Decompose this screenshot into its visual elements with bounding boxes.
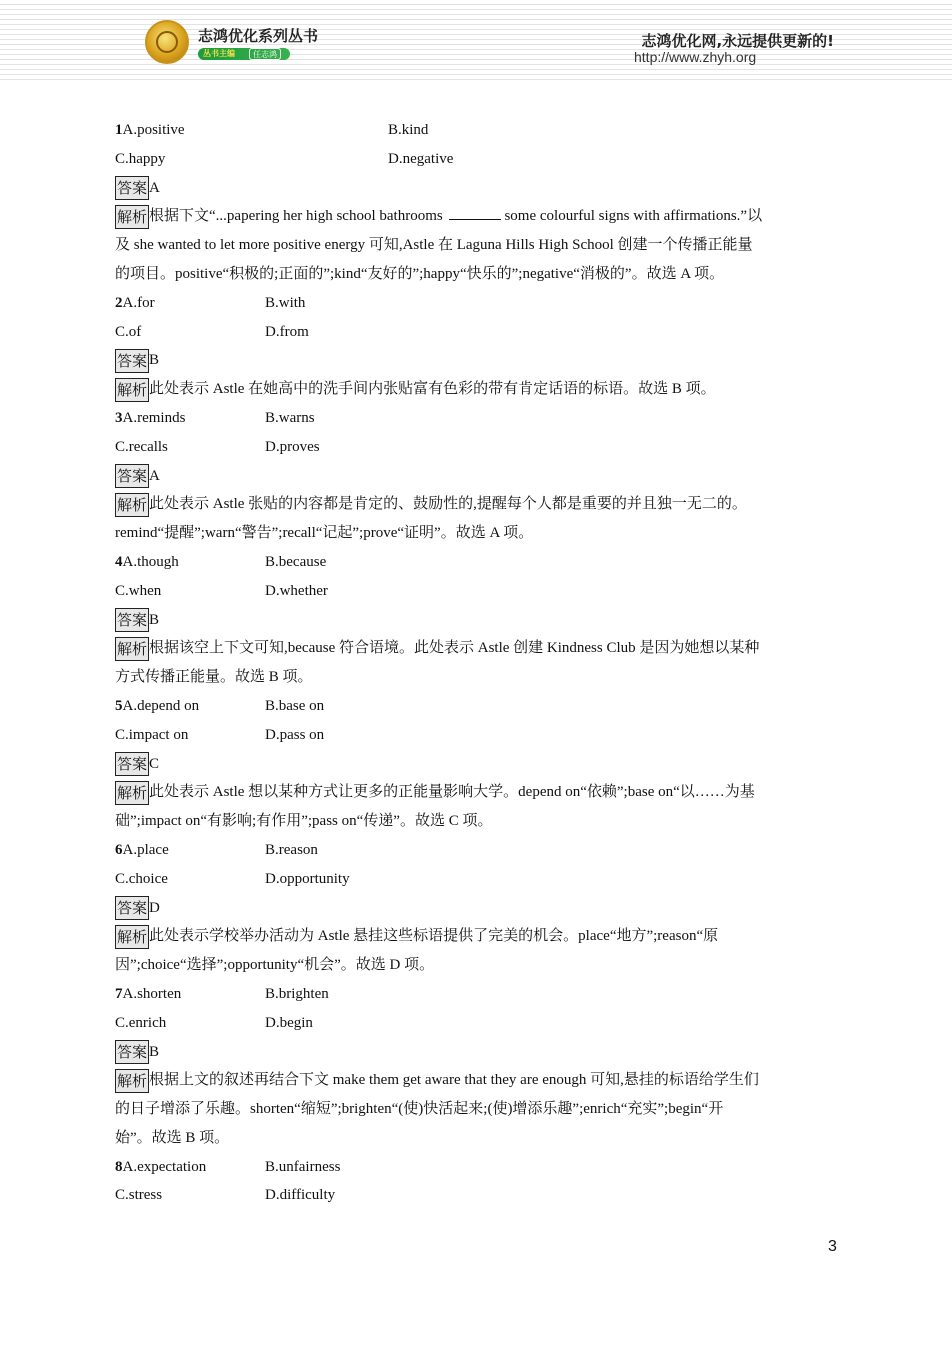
analysis-text: some colourful signs with affirmations.”以 bbox=[504, 208, 763, 225]
answer-row bbox=[115, 606, 840, 635]
option-row bbox=[115, 116, 840, 145]
option-row bbox=[115, 289, 840, 318]
analysis-text: 的日子增添了乐趣。shorten“缩短”;brighten“(使)快活起来;(使)增添乐趣”;enrich“充实”;begin“开 bbox=[115, 1101, 724, 1118]
answer-label: 答案 bbox=[115, 176, 149, 200]
analysis-text: 根据该空上下文可知,because 符合语境。此处表示 Astle 创建 Kindness Club 是因为她想以某种 bbox=[149, 640, 760, 657]
analysis-line bbox=[115, 922, 840, 951]
answer-value: B bbox=[149, 352, 160, 369]
option-c[interactable]: C.enrich bbox=[115, 1014, 167, 1031]
option-a[interactable]: A.place bbox=[122, 841, 169, 858]
analysis-line bbox=[115, 519, 840, 548]
answer-value: B bbox=[149, 1043, 160, 1060]
analysis-label: 解析 bbox=[115, 205, 149, 229]
question-number: 3 bbox=[115, 409, 123, 426]
answer-row bbox=[115, 174, 840, 203]
analysis-line bbox=[115, 375, 840, 404]
analysis-line bbox=[115, 1066, 840, 1095]
answer-label: 答案 bbox=[115, 349, 149, 373]
option-c[interactable]: C.impact on bbox=[115, 726, 189, 743]
analysis-text: 因”;choice“选择”;opportunity“机会”。故选 D 项。 bbox=[115, 957, 435, 974]
option-b[interactable]: B.because bbox=[265, 553, 327, 570]
option-a[interactable]: A.though bbox=[122, 553, 179, 570]
analysis-text: 及 she wanted to let more positive energy 可知,Astle 在 Laguna Hills High School 创建一个传播正能量 bbox=[115, 237, 753, 254]
answer-value: D bbox=[149, 899, 160, 916]
answer-row bbox=[115, 462, 840, 491]
option-d[interactable]: D.difficulty bbox=[265, 1187, 336, 1204]
answer-row bbox=[115, 894, 840, 923]
analysis-text: 此处表示 Astle 张贴的内容都是肯定的、鼓励性的,提醒每个人都是重要的并且独一无二的。 bbox=[149, 496, 747, 513]
option-row bbox=[115, 433, 840, 462]
answer-label: 答案 bbox=[115, 1040, 149, 1064]
analysis-line bbox=[115, 663, 840, 692]
page-number: 3 bbox=[828, 1238, 837, 1255]
analysis-text: 始”。故选 B 项。 bbox=[115, 1129, 230, 1146]
question-number: 7 bbox=[115, 985, 123, 1002]
option-row bbox=[115, 404, 840, 433]
editor-tag-name: 任志鸿 bbox=[249, 48, 281, 60]
answer-label: 答案 bbox=[115, 896, 149, 920]
option-row bbox=[115, 865, 840, 894]
analysis-text: 的项目。positive“积极的;正面的”;kind“友好的”;happy“快乐的”;negative“消极的”。故选 A 项。 bbox=[115, 265, 725, 282]
question-number: 5 bbox=[115, 697, 123, 714]
option-row bbox=[115, 1181, 840, 1210]
option-row bbox=[115, 836, 840, 865]
analysis-line bbox=[115, 1095, 840, 1124]
series-title: 志鸿优化系列丛书 bbox=[198, 27, 319, 45]
analysis-label: 解析 bbox=[115, 493, 149, 517]
answer-value: A bbox=[149, 467, 160, 484]
analysis-text: 根据下文“...papering her high school bathrooms bbox=[149, 208, 447, 225]
option-b[interactable]: B.kind bbox=[388, 122, 429, 138]
option-d[interactable]: D.negative bbox=[388, 150, 454, 167]
answer-blank bbox=[449, 203, 501, 220]
analysis-line bbox=[115, 807, 840, 836]
option-a[interactable]: A.positive bbox=[122, 122, 185, 138]
question-number: 6 bbox=[115, 841, 123, 858]
answer-label: 答案 bbox=[115, 464, 149, 488]
option-row bbox=[115, 1153, 840, 1182]
question-number: 4 bbox=[115, 553, 123, 570]
analysis-text: 根据上文的叙述再结合下文 make them get aware that they are enough 可知,悬挂的标语给学生们 bbox=[149, 1072, 759, 1089]
analysis-text: 础”;impact on“有影响;有作用”;pass on“传递”。故选 C 项。 bbox=[115, 813, 493, 830]
answer-row bbox=[115, 1038, 840, 1067]
option-row bbox=[115, 980, 840, 1009]
analysis-line bbox=[115, 490, 840, 519]
answer-label: 答案 bbox=[115, 752, 149, 776]
option-row bbox=[115, 548, 840, 577]
analysis-line bbox=[115, 634, 840, 663]
option-c[interactable]: C.of bbox=[115, 323, 142, 340]
question-list bbox=[115, 116, 840, 1210]
analysis-line bbox=[115, 778, 840, 807]
option-a[interactable]: A.reminds bbox=[122, 409, 186, 426]
option-d[interactable]: D.pass on bbox=[265, 726, 325, 743]
option-b[interactable]: B.reason bbox=[265, 841, 318, 858]
answer-row bbox=[115, 750, 840, 779]
question-number: 1 bbox=[115, 122, 123, 138]
analysis-label: 解析 bbox=[115, 925, 149, 949]
option-a[interactable]: A.depend on bbox=[122, 697, 200, 714]
option-c[interactable]: C.when bbox=[115, 582, 162, 599]
option-b[interactable]: B.with bbox=[265, 294, 306, 311]
header-url[interactable]: http://www.zhyh.org bbox=[634, 49, 757, 65]
option-b[interactable]: B.warns bbox=[265, 409, 315, 426]
analysis-text: remind“提醒”;warn“警告”;recall“记起”;prove“证明”。故选 A 项。 bbox=[115, 525, 534, 542]
option-row bbox=[115, 1009, 840, 1038]
option-c[interactable]: C.recalls bbox=[115, 438, 168, 455]
option-d[interactable]: D.whether bbox=[265, 582, 328, 599]
question-number: 8 bbox=[115, 1158, 123, 1175]
option-b[interactable]: B.brighten bbox=[265, 985, 329, 1002]
option-row bbox=[115, 721, 840, 750]
brand-logo bbox=[145, 20, 189, 64]
option-a[interactable]: A.shorten bbox=[122, 985, 182, 1002]
answer-row bbox=[115, 346, 840, 375]
analysis-line bbox=[115, 951, 840, 980]
option-c[interactable]: C.choice bbox=[115, 870, 168, 887]
option-d[interactable]: D.begin bbox=[265, 1014, 313, 1031]
header-slogan: 志鸿优化网,永远提供更新的! bbox=[641, 32, 834, 50]
analysis-line bbox=[115, 1124, 840, 1153]
answer-value: A bbox=[149, 179, 160, 196]
option-a[interactable]: A.for bbox=[122, 294, 155, 311]
analysis-line bbox=[115, 231, 840, 260]
option-d[interactable]: D.proves bbox=[265, 438, 320, 455]
analysis-label: 解析 bbox=[115, 637, 149, 661]
question-number: 2 bbox=[115, 294, 123, 311]
answer-label: 答案 bbox=[115, 608, 149, 632]
answer-value: C bbox=[149, 755, 160, 772]
analysis-text: 方式传播正能量。故选 B 项。 bbox=[115, 669, 313, 686]
analysis-line bbox=[115, 202, 840, 231]
analysis-text: 此处表示 Astle 在她高中的洗手间内张贴富有色彩的带有肯定话语的标语。故选 B 项。 bbox=[149, 381, 716, 398]
option-c[interactable]: C.stress bbox=[115, 1187, 163, 1204]
analysis-line bbox=[115, 260, 840, 289]
analysis-text: 此处表示学校举办活动为 Astle 悬挂这些标语提供了完美的机会。place“地方”;reason“原 bbox=[149, 928, 719, 945]
analysis-label: 解析 bbox=[115, 378, 149, 402]
option-d[interactable]: D.from bbox=[265, 323, 309, 340]
page-header bbox=[0, 0, 952, 82]
option-row bbox=[115, 692, 840, 721]
option-d[interactable]: D.opportunity bbox=[265, 870, 350, 887]
option-b[interactable]: B.unfairness bbox=[265, 1158, 341, 1175]
option-b[interactable]: B.base on bbox=[265, 697, 325, 714]
analysis-label: 解析 bbox=[115, 1069, 149, 1093]
analysis-label: 解析 bbox=[115, 781, 149, 805]
option-a[interactable]: A.expectation bbox=[122, 1158, 207, 1175]
option-c[interactable]: C.happy bbox=[115, 150, 166, 167]
analysis-text: 此处表示 Astle 想以某种方式让更多的正能量影响大学。depend on“依赖”;base on“以……为基 bbox=[149, 784, 755, 801]
option-row bbox=[115, 577, 840, 606]
option-row bbox=[115, 145, 840, 174]
editor-tag-label: 丛书主编 bbox=[203, 49, 235, 58]
option-row bbox=[115, 318, 840, 347]
answer-value: B bbox=[149, 611, 160, 628]
